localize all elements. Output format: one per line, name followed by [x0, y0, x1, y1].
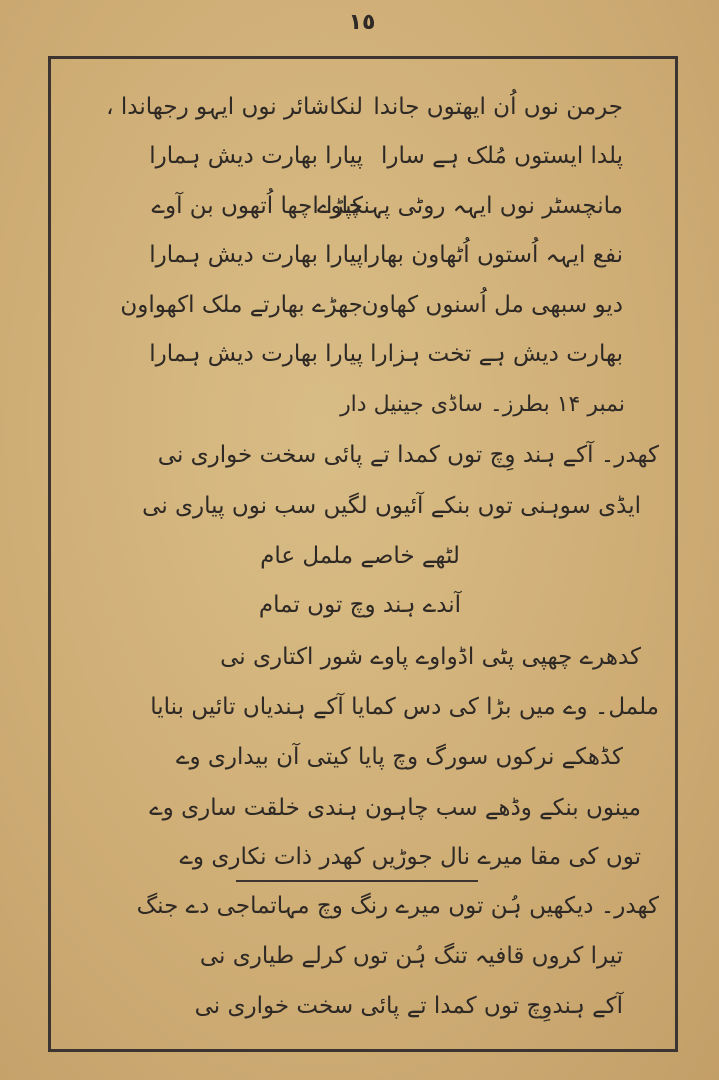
verse-line-9: توں کی مقا میرے نال جوڑیں کھدر ذات نکاری وے [179, 844, 641, 870]
page-number: ١٥ [348, 10, 376, 35]
couplet-2-left: پیارا بھارت دیش ہمارا [149, 143, 363, 169]
couplet-1-right: جرمن نوں اُن ایھتوں جاندا [373, 94, 623, 120]
couplet-4-left: پیارا بھارت دیش ہمارا [149, 242, 363, 268]
verse-line-1: کھدر۔ آکے ہند وِچ توں کمدا تے پائی سخت خواری نی [157, 442, 659, 468]
couplet-5-right: دیو سبھی مل اُسنوں کھاون [361, 292, 623, 318]
couplet-6-left: پیارا بھارت دیش ہمارا [149, 341, 363, 367]
verse-line-2: ایڈی سوہنی توں بنکے آئیوں لگیں سب نوں پیاری نی [142, 493, 641, 519]
verse-line-12: آکے ہندوِچ توں کمدا تے پائی سخت خواری نی [194, 993, 623, 1019]
section-heading: نمبر ۱۴ بطرز۔ ساڈی جینیل دار [340, 392, 625, 417]
verse-line-10: کھدر۔ دیکھیں ہُن توں میرے رنگ وچ مہاتماجی دے جنگ [136, 893, 659, 919]
couplet-5-left: جھڑے بھارتے ملک اکھواون [120, 292, 363, 318]
couplet-1-left: لنکاشائر نوں ایہو رجھاندا ، [106, 94, 363, 120]
couplet-6-right: بھارت دیش ہے تخت ہزارا [370, 341, 623, 367]
verse-line-3: لٹھے خاصے ململ عام [260, 543, 460, 569]
verse-line-7: کڈھکے نرکوں سورگ وچ پایا کیتی آن بیداری وے [175, 744, 623, 770]
verse-line-8: مینوں بنکے وڈھے سب چاہون ہندی خلقت ساری وے [149, 795, 641, 821]
verse-line-4: آندے ہند وچ توں تمام [258, 592, 462, 618]
couplet-3-right: مانچسٹر نوں ایہہ روٹی پہنچاوے [317, 193, 623, 219]
verse-line-11: تیرا کروں قافیہ تنگ ہُن توں کرلے طیاری نی [199, 943, 623, 969]
verse-line-5: کدھرے چھپی پٹی اڈواوے پاوے شور اکتاری نی [220, 644, 641, 670]
couplet-3-left: کپڑا اچھا اُتھوں بن آوے [151, 193, 363, 219]
underline-rule [236, 880, 478, 882]
couplet-4-right: نفع ایہہ اُستوں اُٹھاون بھارا [362, 242, 623, 268]
couplet-2-right: پلدا ایستوں مُلک ہے سارا [381, 143, 623, 169]
verse-line-6: ململ۔ وے میں بڑا کی دس کمایا آکے ہندیاں تائیں بنایا [150, 694, 659, 720]
